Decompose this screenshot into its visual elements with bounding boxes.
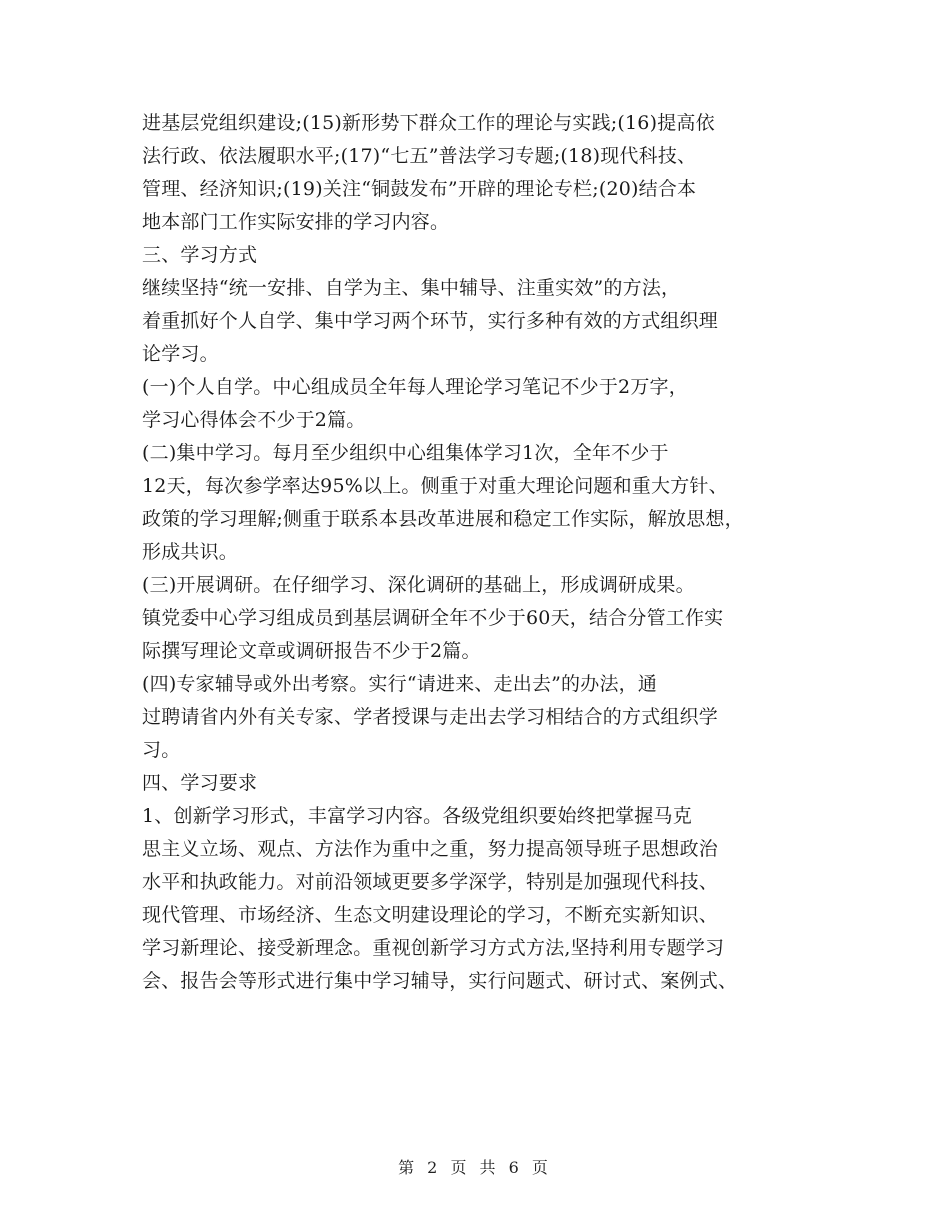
text-line: 学习心得体会不少于2篇。: [142, 409, 366, 431]
text-line: 过聘请省内外有关专家、学者授课与走出去学习相结合的方式组织学: [142, 706, 719, 728]
text-line: 三、学习方式: [142, 244, 258, 266]
text-line: 形成共识。: [142, 541, 239, 563]
text-line: (一)个人自学。中心组成员全年每人理论学习笔记不少于2万字，: [142, 376, 688, 398]
text-line: 政策的学习理解;侧重于联系本县改革进展和稳定工作实际，解放思想，: [142, 508, 744, 530]
text-line: 论学习。: [142, 343, 219, 365]
text-line: 继续坚持“统一安排、自学为主、集中辅导、注重实效”的方法，: [142, 277, 681, 299]
text-line: 习。: [142, 739, 181, 761]
text-line: 学习新理论、接受新理念。重视创新学习方式方法,坚持利用专题学习: [142, 937, 725, 959]
text-line: 水平和执政能力。对前沿领域更要多学深学，特别是加强现代科技、: [142, 871, 719, 893]
text-line: 现代管理、市场经济、生态文明建设理论的学习，不断充实新知识、: [142, 904, 719, 926]
text-line: 着重抓好个人自学、集中学习两个环节，实行多种有效的方式组织理: [142, 310, 719, 332]
text-line: 法行政、依法履职水平;(17)“七五”普法学习专题;(18)现代科技、: [142, 145, 697, 167]
text-line: (四)专家辅导或外出考察。实行“请进来、走出去”的办法，通: [142, 673, 658, 695]
document-body: [142, 108, 814, 999]
text-line: 四、学习要求: [142, 772, 258, 794]
text-line: 进基层党组织建设;(15)新形势下群众工作的理论与实践;(16)提高依: [142, 112, 715, 134]
text-line: 地本部门工作实际安排的学习内容。: [142, 211, 450, 233]
text-line: 管理、经济知识;(19)关注“铜鼓发布”开辟的理论专栏;(20)结合本: [142, 178, 697, 200]
text-line: 12天，每次参学率达95%以上。侧重于对重大理论问题和重大方针、: [142, 475, 728, 497]
text-line: 际撰写理论文章或调研报告不少于2篇。: [142, 640, 481, 662]
text-line: 思主义立场、观点、方法作为重中之重，努力提高领导班子思想政治: [142, 838, 719, 860]
text-line: (二)集中学习。每月至少组织中心组集体学习1次，全年不少于: [142, 442, 669, 464]
text-line: 镇党委中心学习组成员到基层调研全年不少于60天，结合分管工作实: [142, 607, 724, 629]
text-line: (三)开展调研。在仔细学习、深化调研的基础上，形成调研成果。: [142, 574, 695, 596]
page-footer: 第 2 页 共 6 页: [398, 1158, 552, 1177]
text-line: 会、报告会等形式进行集中学习辅导，实行问题式、研讨式、案例式、: [142, 970, 738, 992]
text-line: 1、创新学习形式，丰富学习内容。各级党组织要始终把掌握马克: [142, 805, 692, 827]
